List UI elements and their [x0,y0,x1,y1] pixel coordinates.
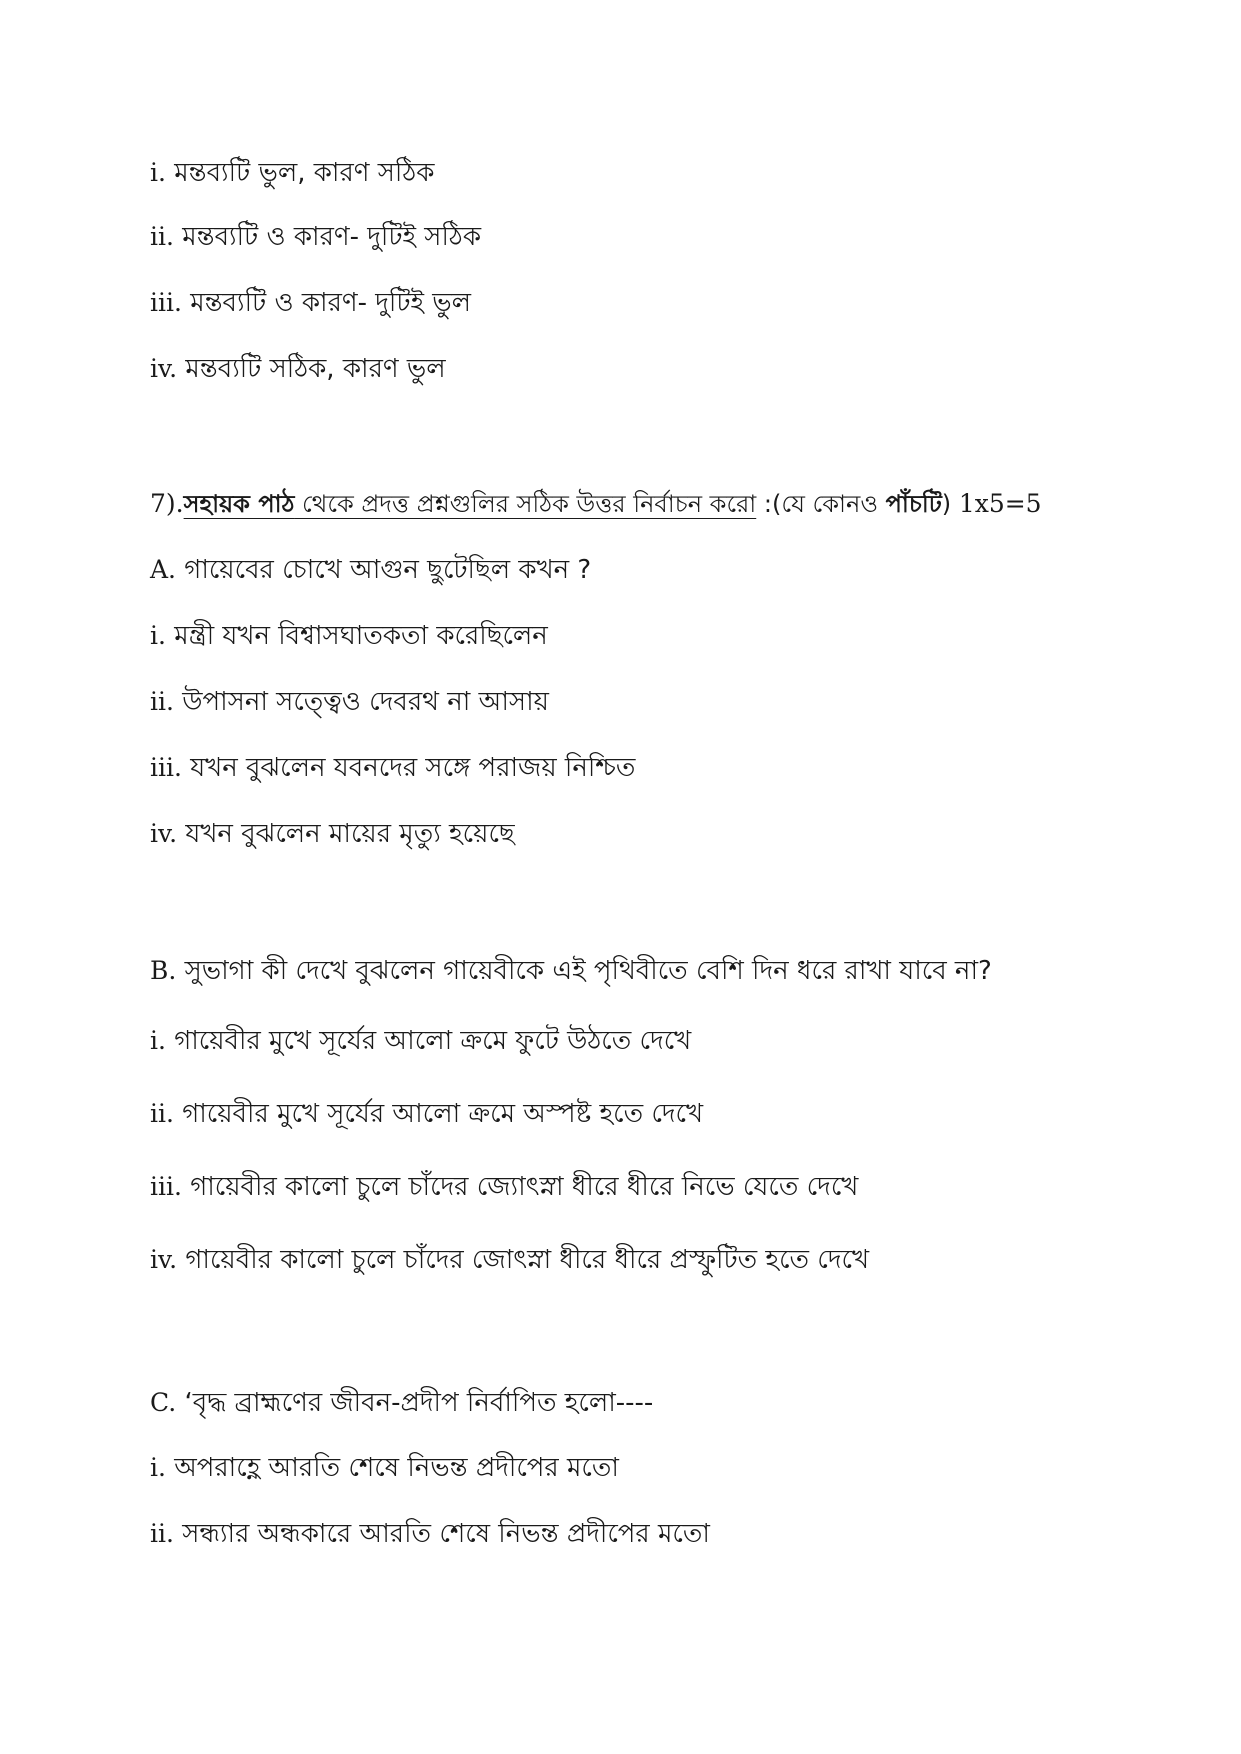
option-line [150,1170,858,1204]
option-line [150,685,549,719]
option-number: ii. [150,687,174,716]
option-number: ii. [150,1099,174,1128]
marks: 1x5=5 [958,489,1042,518]
option-number: iv. [150,354,178,383]
option-text: গায়েবীর কালো চুলে চাঁদের জোৎস্না ধীরে ধীরে প্রস্ফুটিত হতে দেখে [185,1245,870,1275]
option-line [150,1517,710,1551]
option-text: গায়েবীর কালো চুলে চাঁদের জ্যোৎস্না ধীরে ধীরে নিভে যেতে দেখে [190,1172,859,1202]
section-number: 7). [150,489,184,518]
question-text: গায়েবের চোখে আগুন ছুটেছিল কখন ? [184,555,592,585]
option-line [150,156,434,190]
option-text: মন্ত্রী যখন বিশ্বাসঘাতকতা করেছিলেন [174,621,548,651]
option-number: ii. [150,1519,174,1548]
choice-count: পাঁচটি [885,490,942,518]
section-heading [150,487,1042,521]
option-line [150,1243,869,1277]
option-text: উপাসনা সত্ত্বেও দেবরথ না আসায় [182,687,549,717]
option-number: iii. [150,753,182,782]
option-text: যখন বুঝলেন যবনদের সঙ্গে পরাজয় নিশ্চিত [190,753,636,783]
option-number: iii. [150,1172,182,1201]
question-label: C. [150,1388,177,1417]
option-line [150,1451,619,1485]
option-text: সন্ধ্যার অন্ধকারে আরতি শেষে নিভন্ত প্রদীপের মতো [182,1519,710,1549]
option-line [150,817,515,851]
question-text: সুভাগা কী দেখে বুঝলেন গায়েবীকে এই পৃথিবীতে বেশি দিন ধরে রাখা যাবে না? [184,956,992,986]
option-line [150,1097,703,1131]
option-text: গায়েবীর মুখে সূর্যের আলো ক্রমে ফুটে উঠতে দেখে [174,1026,692,1056]
option-text: মন্তব্যটি সঠিক, কারণ ভুল [185,354,446,384]
option-line [150,220,481,254]
instruction-text: থেকে প্রদত্ত প্রশ্নগুলির সঠিক উত্তর নির্বাচন করো [294,490,757,518]
option-number: iii. [150,288,182,317]
option-number: i. [150,158,166,187]
option-line [150,751,635,785]
option-number: i. [150,621,166,650]
question-line [150,1386,653,1420]
option-text: গায়েবীর মুখে সূর্যের আলো ক্রমে অস্পষ্ট হতে দেখে [182,1099,704,1129]
option-text: মন্তব্যটি ভুল, কারণ সঠিক [174,158,435,188]
section-bold-title: সহায়ক পাঠ [183,490,295,518]
option-text: মন্তব্যটি ও কারণ- দুটিই সঠিক [182,222,482,252]
question-text: ‘বৃদ্ধ ব্রাহ্মণের জীবন-প্রদীপ নির্বাপিত হলো---- [184,1388,654,1418]
option-number: i. [150,1026,166,1055]
option-number: iv. [150,1245,178,1274]
option-number: iv. [150,819,178,848]
option-number: ii. [150,222,174,251]
choice-prefix: :(যে কোনও [756,490,886,518]
question-line [150,553,591,587]
option-line [150,619,548,653]
option-line [150,286,471,320]
option-text: মন্তব্যটি ও কারণ- দুটিই ভুল [190,288,472,318]
option-number: i. [150,1453,166,1482]
question-label: A. [150,555,177,584]
option-text: যখন বুঝলেন মায়ের মৃত্যু হয়েছে [185,819,515,849]
option-line [150,1024,691,1058]
option-line [150,352,446,386]
option-text: অপরাহ্ণে আরতি শেষে নিভন্ত প্রদীপের মতো [174,1453,619,1483]
question-label: B. [150,956,177,985]
choice-suffix: ) [941,490,952,518]
section-instruction [184,490,757,518]
question-line [150,954,992,988]
